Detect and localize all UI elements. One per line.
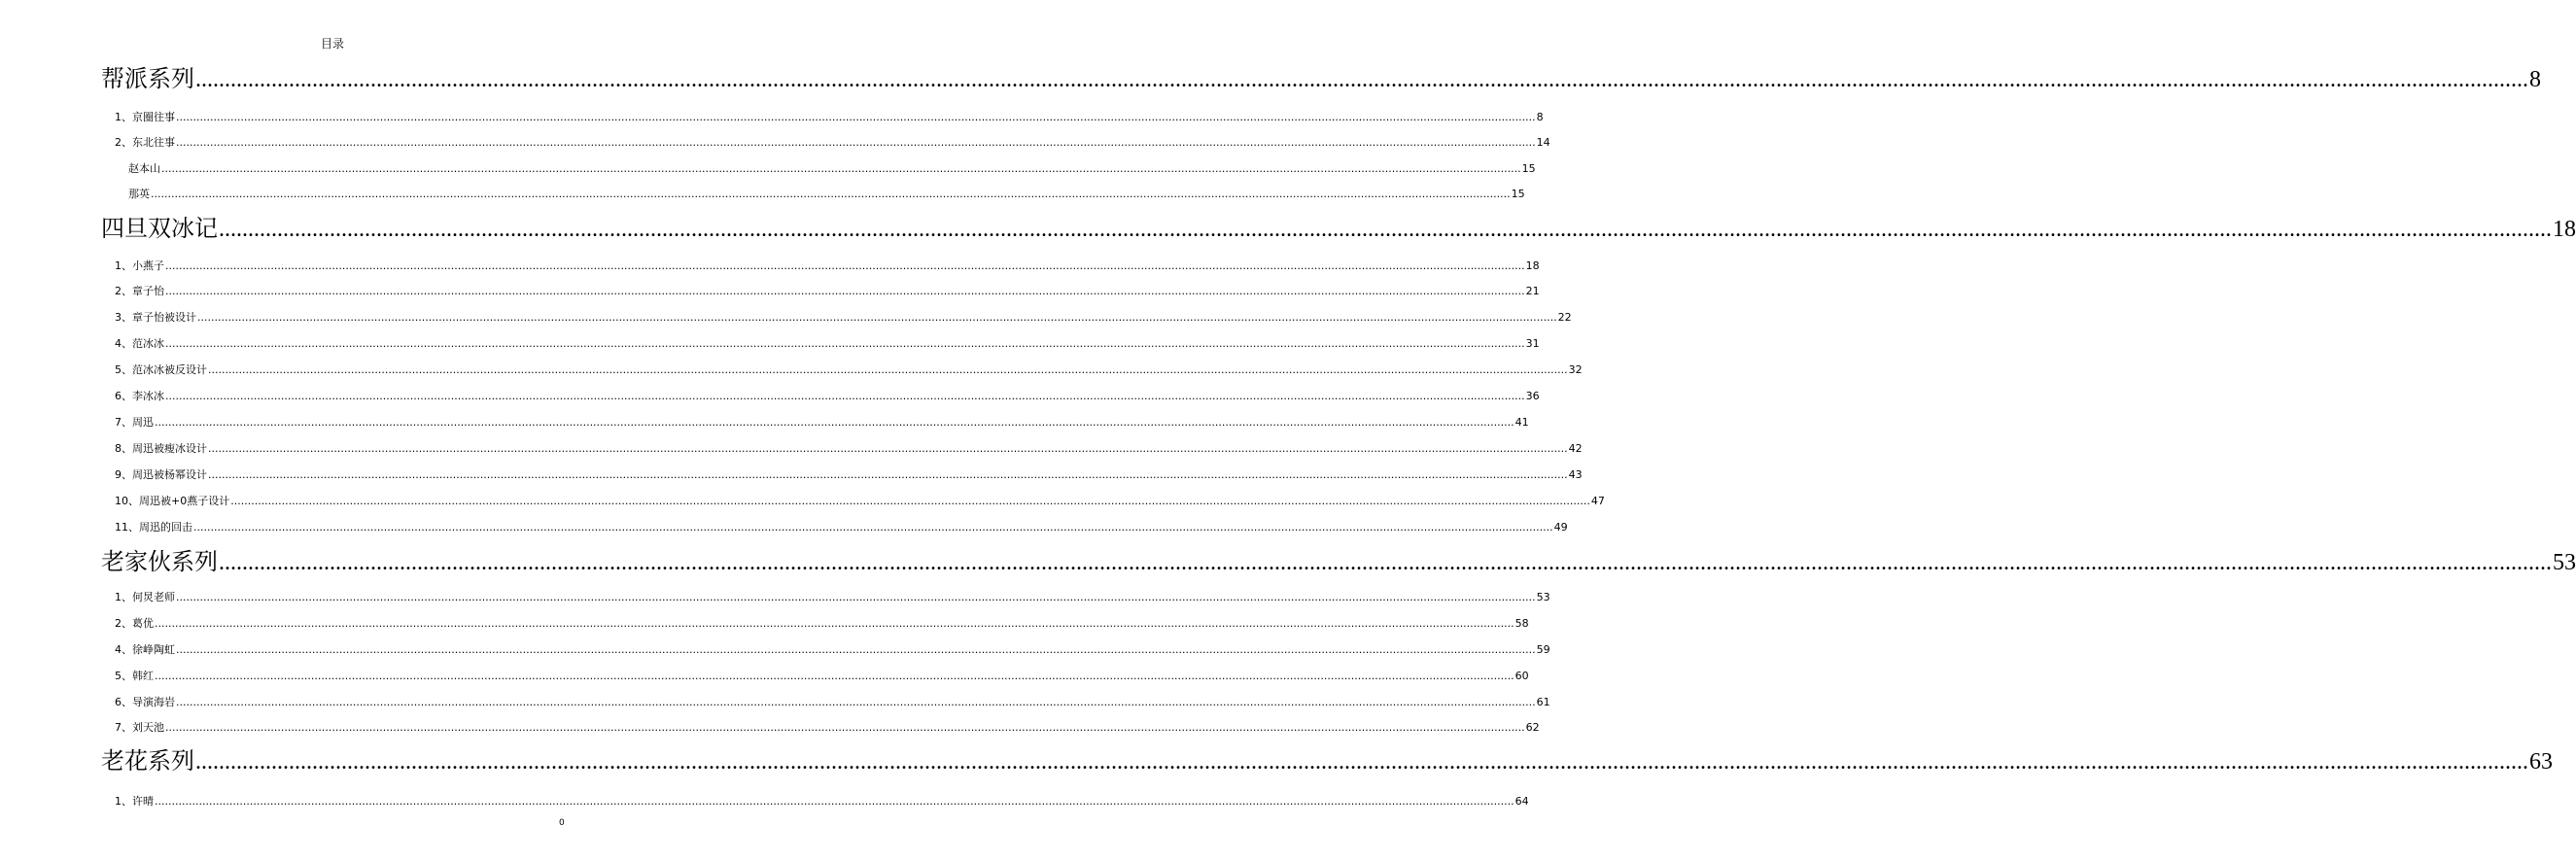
toc-page-number: 58 <box>1514 617 1529 630</box>
toc-page-number: 53 <box>1536 591 1550 603</box>
dot-leader: ................................................................................................................................................................................................................................................................................................................................................................................................................ <box>151 188 1511 200</box>
toc-entry-label: 1、许晴 <box>115 795 154 808</box>
toc-page-number: 21 <box>1525 285 1540 297</box>
toc-entry-label: 1、京圈往事 <box>115 111 175 123</box>
dot-leader: ................................................................................................................................................................................................................................................................................................................................................................................................................ <box>176 591 1536 603</box>
toc-entry[interactable] <box>0 311 1572 325</box>
dot-leader: ................................................................................................................................................................................................................................................................................................................................................................................................................ <box>176 111 1536 123</box>
toc-entry-label: 帮派系列 <box>101 65 194 92</box>
toc-entry[interactable] <box>0 521 1568 534</box>
toc-entry-label: 11、周迅的回击 <box>115 521 192 534</box>
toc-page-number: 47 <box>1590 495 1605 507</box>
toc-page-number: 42 <box>1568 442 1583 455</box>
toc-section-heading[interactable] <box>0 64 2541 94</box>
toc-page-number: 18 <box>2553 217 2576 242</box>
toc-entry-label: 1、小燕子 <box>115 259 164 272</box>
toc-entry-label: 那英 <box>128 188 150 200</box>
toc-entry[interactable] <box>0 643 1550 657</box>
toc-entry-label: 5、韩红 <box>115 670 154 682</box>
dot-leader: ................................................................................................................................................................................................................................................................................................................................................................................................................ <box>176 696 1536 708</box>
footer-page-number: 0 <box>559 818 565 828</box>
dot-leader: ................................................................................................................................................................................................................................................................................................................................................................................................................ <box>219 550 2552 575</box>
toc-section-heading[interactable] <box>0 746 2553 776</box>
toc-entry-label: 2、葛优 <box>115 617 154 630</box>
toc-entry-label: 3、章子怡被设计 <box>115 311 196 324</box>
dot-leader: ................................................................................................................................................................................................................................................................................................................................................................................................................ <box>193 521 1553 534</box>
dot-leader: ................................................................................................................................................................................................................................................................................................................................................................................................................ <box>165 390 1525 402</box>
toc-page-number: 8 <box>1536 111 1544 123</box>
toc-page-number: 36 <box>1525 390 1540 402</box>
toc-page-number: 53 <box>2553 550 2576 575</box>
dot-leader: ................................................................................................................................................................................................................................................................................................................................................................................................................ <box>161 162 1521 175</box>
toc-entry-label: 2、章子怡 <box>115 285 164 297</box>
toc-entry[interactable] <box>0 285 1540 298</box>
toc-entry[interactable] <box>0 696 1550 709</box>
toc-page-number: 14 <box>1536 136 1550 149</box>
toc-page-number: 43 <box>1568 468 1583 481</box>
dot-leader: ................................................................................................................................................................................................................................................................................................................................................................................................................ <box>197 311 1557 324</box>
dot-leader: ................................................................................................................................................................................................................................................................................................................................................................................................................ <box>230 495 1590 507</box>
toc-page-number: 60 <box>1514 670 1529 682</box>
toc-entry[interactable] <box>0 136 1550 150</box>
toc-entry-label: 赵本山 <box>128 162 160 175</box>
toc-page-number: 59 <box>1536 643 1550 656</box>
dot-leader: ................................................................................................................................................................................................................................................................................................................................................................................................................ <box>208 468 1568 481</box>
toc-entry-label: 6、李冰冰 <box>115 390 164 402</box>
toc-page-number: 18 <box>1525 259 1540 272</box>
dot-leader: ................................................................................................................................................................................................................................................................................................................................................................................................................ <box>195 749 2528 775</box>
toc-entry-label: 7、周迅 <box>115 416 154 429</box>
toc-entry-label: 1、何炅老师 <box>115 591 175 603</box>
toc-entry-label: 2、东北往事 <box>115 136 175 149</box>
toc-entry-label: 老花系列 <box>101 747 194 775</box>
dot-leader: ................................................................................................................................................................................................................................................................................................................................................................................................................ <box>165 259 1525 272</box>
toc-page-number: 15 <box>1511 188 1525 200</box>
toc-entry-label: 7、刘天池 <box>115 721 164 734</box>
dot-leader: ................................................................................................................................................................................................................................................................................................................................................................................................................ <box>155 670 1514 682</box>
toc-page-number: 41 <box>1514 416 1529 429</box>
dot-leader: ................................................................................................................................................................................................................................................................................................................................................................................................................ <box>176 136 1536 149</box>
toc-entry[interactable] <box>0 591 1550 604</box>
toc-entry[interactable] <box>0 495 1605 508</box>
toc-page-number: 31 <box>1525 337 1540 350</box>
toc-title: 目录 <box>320 37 344 51</box>
dot-leader: ................................................................................................................................................................................................................................................................................................................................................................................................................ <box>155 617 1514 630</box>
dot-leader: ................................................................................................................................................................................................................................................................................................................................................................................................................ <box>165 721 1525 734</box>
toc-entry[interactable] <box>0 111 1544 124</box>
toc-entry-label: 9、周迅被杨幂设计 <box>115 468 207 481</box>
dot-leader: ................................................................................................................................................................................................................................................................................................................................................................................................................ <box>155 795 1514 808</box>
dot-leader: ................................................................................................................................................................................................................................................................................................................................................................................................................ <box>195 67 2528 92</box>
dot-leader: ................................................................................................................................................................................................................................................................................................................................................................................................................ <box>176 643 1536 656</box>
toc-page-number: 22 <box>1557 311 1572 324</box>
dot-leader: ................................................................................................................................................................................................................................................................................................................................................................................................................ <box>165 337 1525 350</box>
toc-entry[interactable] <box>0 468 1583 482</box>
dot-leader: ................................................................................................................................................................................................................................................................................................................................................................................................................ <box>155 416 1514 429</box>
toc-entry-label: 老家伙系列 <box>101 548 218 575</box>
toc-page-number: 8 <box>2529 67 2541 92</box>
toc-entry[interactable] <box>0 721 1540 735</box>
toc-entry-label: 6、导演海岩 <box>115 696 175 708</box>
toc-page-number: 61 <box>1536 696 1550 708</box>
toc-page-number: 32 <box>1568 363 1583 376</box>
toc-entry-label: 4、范冰冰 <box>115 337 164 350</box>
toc-entry[interactable] <box>0 337 1540 351</box>
toc-entry[interactable] <box>0 670 1529 683</box>
dot-leader: ................................................................................................................................................................................................................................................................................................................................................................................................................ <box>208 363 1568 376</box>
toc-entry[interactable] <box>0 390 1540 403</box>
toc-page-number: 64 <box>1514 795 1529 808</box>
toc-page-number: 15 <box>1521 162 1536 175</box>
dot-leader: ................................................................................................................................................................................................................................................................................................................................................................................................................ <box>208 442 1568 455</box>
dot-leader: ................................................................................................................................................................................................................................................................................................................................................................................................................ <box>165 285 1525 297</box>
toc-entry[interactable] <box>0 795 1529 809</box>
toc-entry[interactable] <box>0 259 1540 273</box>
dot-leader: ................................................................................................................................................................................................................................................................................................................................................................................................................ <box>219 217 2552 242</box>
toc-entry-label: 四旦双冰记 <box>101 215 218 242</box>
toc-page-number: 63 <box>2529 749 2553 775</box>
toc-entry[interactable] <box>0 617 1529 631</box>
toc-page-number: 49 <box>1553 521 1568 534</box>
toc-entry[interactable] <box>0 162 1536 176</box>
toc-page-number: 62 <box>1525 721 1540 734</box>
toc-entry[interactable] <box>0 188 1525 201</box>
toc-entry[interactable] <box>0 363 1583 377</box>
toc-entry-label: 4、徐峥陶虹 <box>115 643 175 656</box>
toc-section-heading[interactable] <box>0 547 2576 577</box>
toc-section-heading[interactable] <box>0 214 2576 244</box>
toc-entry-label: 10、周迅被+0燕子设计 <box>115 495 230 507</box>
toc-entry-label: 5、范冰冰被反设计 <box>115 363 207 376</box>
toc-entry[interactable] <box>0 416 1529 430</box>
toc-entry[interactable] <box>0 442 1583 456</box>
toc-entry-label: 8、周迅被瘦冰设计 <box>115 442 207 455</box>
